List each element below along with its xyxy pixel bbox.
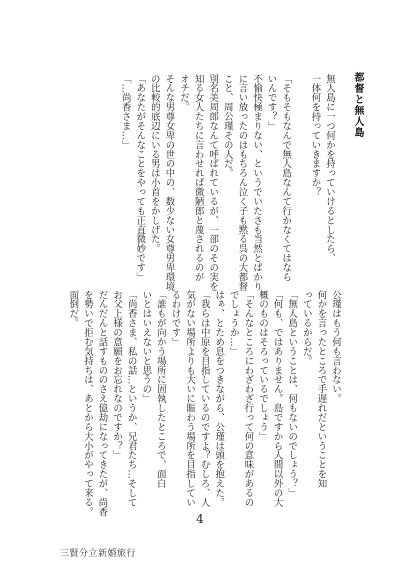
body-text-upper: 無人島に一つ何かを持っていけるとしたら、 一体何を持っていきますか？ 「そもそもなんで無人島なんて行かなくてはなら いんです？」 不愉快極まりない、というでいたさも当然とばかり に言い放ったのはもちろん泣く子も黙る呉の大都督 こと、周公瑾その人だ。 別名美周郎なんて呼ばれているが、一部のその実を 知る女人たちに言わせれば微陋郎と蔑されるのが オチだ。 そんな男尊女卑の世の中の、数少ない女尊男卑環境 の比較的底辺にいる男は小首をかしげた。 「あなたがそんなことをやっても正直微妙です」 「…尚香さま…」 bbox=[119, 74, 335, 292]
page-number: 4 bbox=[196, 512, 204, 526]
body-text-lower: 公瑾はもう何も言わない。 何かを言ったところで手遅れだということを知 っているからだ。 「無人島ということは、何もないのでしょう？」 「何も、ではありません。島ですから人間以外の大 概のものはそろっているでしょう」 「そんなところにわざわざ行って何の意味があるの でしょうか…」 はぁ、とため息をつきながら、公瑾は頭を抱えた。 「我らは中原を目指しているのですよ？むしろ、人 気がない場所よりも大いに賑わう場所を目指してい るわけです」 「誰もが向かう場所に固執したところで、面白 いとはいえないと思うの」 「尚香さま、私の話…というか、兄君たち…そして お父上様の意願をお忘れなのですか？」 だんだんと話すもののさえ億劫になってきたが、尚香 を勢いで拒む気持ちは、あとから大小がやって来る。 面倒だ。 bbox=[67, 290, 341, 517]
footer-label: 三賢分立新婚旅行 bbox=[60, 549, 137, 559]
chapter-title: 都督と無人島 bbox=[352, 72, 363, 138]
